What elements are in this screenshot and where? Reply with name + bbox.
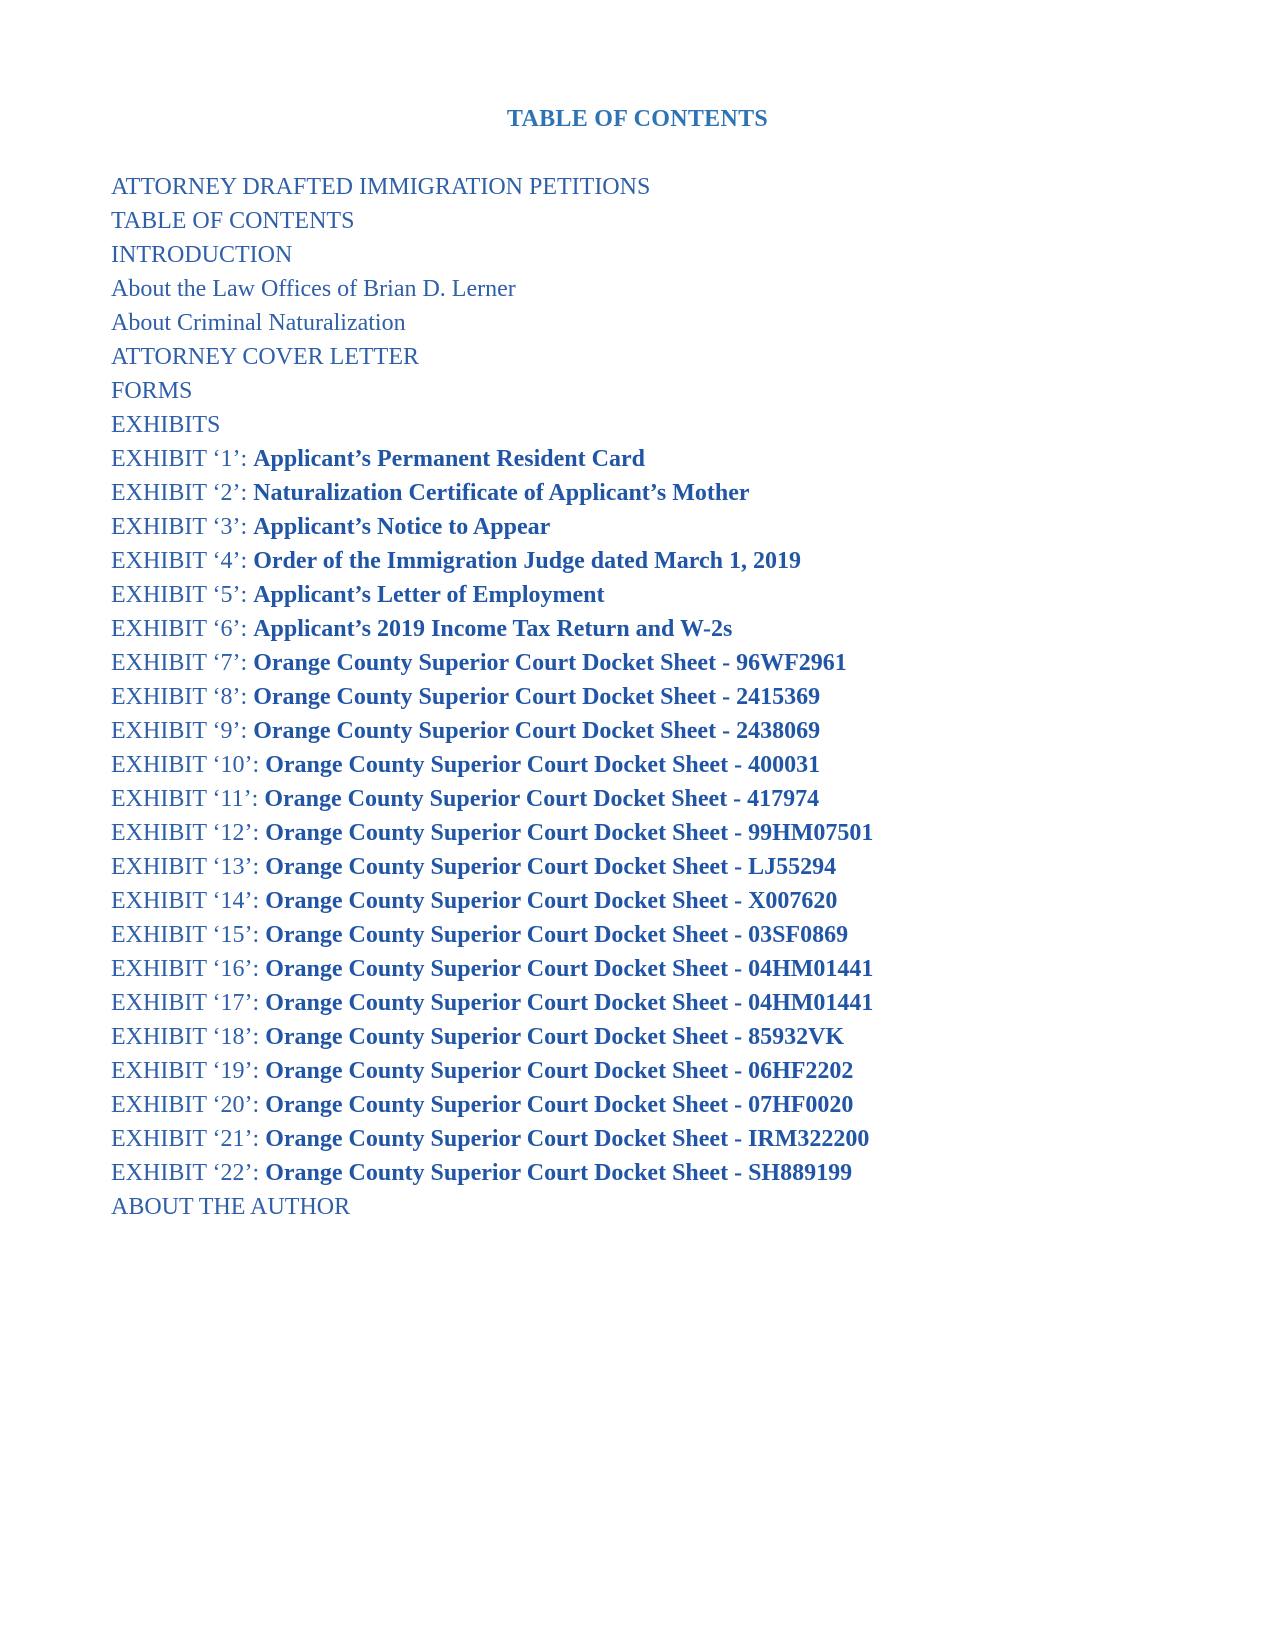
toc-entry-label: EXHIBIT ‘20’: [111,1092,266,1118]
toc-entry-label: TABLE OF CONTENTS [111,208,355,234]
toc-entry[interactable] [111,1020,873,1054]
toc-entry-label: ATTORNEY COVER LETTER [111,344,419,370]
toc-entry-label: EXHIBIT ‘10’: [111,752,266,778]
toc-entry[interactable] [111,1122,873,1156]
toc-entry-label: EXHIBIT ‘19’: [111,1058,266,1084]
toc-entry-label: EXHIBIT ‘15’: [111,922,266,948]
toc-entry-label: EXHIBIT ‘21’: [111,1126,266,1152]
toc-entry[interactable] [111,782,873,816]
toc-entry-label: EXHIBIT ‘18’: [111,1024,266,1050]
toc-entry-label: EXHIBIT ‘6’: [111,616,254,642]
toc-entry-label: About the Law Offices of Brian D. Lerner [111,276,516,302]
toc-entry-description: Orange County Superior Court Docket Sheet - 2438069 [253,718,821,744]
toc-entry-description: Orange County Superior Court Docket Sheet - 85932VK [265,1024,845,1050]
toc-entry-label: ATTORNEY DRAFTED IMMIGRATION PETITIONS [111,174,651,200]
toc-entry[interactable] [111,680,873,714]
toc-entry-label: EXHIBIT ‘9’: [111,718,254,744]
toc-entry-description: Orange County Superior Court Docket Sheet - LJ55294 [265,854,837,880]
toc-entry-description: Naturalization Certificate of Applicant’s Mother [253,480,750,506]
toc-entry-description: Orange County Superior Court Docket Sheet - 04HM01441 [265,990,874,1016]
toc-entry-label: EXHIBIT ‘5’: [111,582,254,608]
page-title: TABLE OF CONTENTS [506,106,769,132]
toc-entry-label: EXHIBIT ‘13’: [111,854,266,880]
toc-entry[interactable] [111,918,873,952]
toc-entry-label: EXHIBIT ‘2’: [111,480,254,506]
toc-entry-description: Orange County Superior Court Docket Sheet - 400031 [265,752,821,778]
toc-entry[interactable] [111,850,873,884]
toc-entry-label: INTRODUCTION [111,242,293,268]
toc-entry[interactable] [111,306,873,340]
toc-entry-label: EXHIBIT ‘14’: [111,888,266,914]
toc-entry-description: Orange County Superior Court Docket Sheet - 99HM07501 [265,820,874,846]
toc-entry-description: Orange County Superior Court Docket Sheet - 2415369 [253,684,821,710]
toc-entry-description: Applicant’s Letter of Employment [253,582,605,608]
toc-entry-description: Orange County Superior Court Docket Sheet - SH889199 [265,1160,853,1186]
toc-entry[interactable] [111,884,873,918]
toc-entry-label: FORMS [111,378,193,404]
toc-entry[interactable] [111,714,873,748]
toc-entry[interactable] [111,1054,873,1088]
toc-entry-description: Orange County Superior Court Docket Sheet - 04HM01441 [265,956,874,982]
toc-entry[interactable] [111,748,873,782]
toc-entry[interactable] [111,510,873,544]
toc-entry[interactable] [111,1190,873,1224]
toc-entry[interactable] [111,442,873,476]
toc-entry[interactable] [111,544,873,578]
toc-entry-label: EXHIBIT ‘11’: [111,786,265,812]
toc-entry[interactable] [111,578,873,612]
toc-entry[interactable] [111,986,873,1020]
toc-entry[interactable] [111,816,873,850]
toc-entry-description: Orange County Superior Court Docket Sheet - 07HF0020 [265,1092,854,1118]
toc-entry[interactable] [111,272,873,306]
toc-entry-label: EXHIBIT ‘22’: [111,1160,266,1186]
toc-entry[interactable] [111,476,873,510]
toc-entry-description: Orange County Superior Court Docket Sheet - IRM322200 [265,1126,870,1152]
toc-entry-description: Orange County Superior Court Docket Sheet - 96WF2961 [253,650,847,676]
toc-entry-description: Orange County Superior Court Docket Sheet - 06HF2202 [265,1058,854,1084]
toc-entry-label: EXHIBIT ‘3’: [111,514,254,540]
toc-entry-description: Orange County Superior Court Docket Sheet - 03SF0869 [265,922,849,948]
toc-entry-description: Orange County Superior Court Docket Sheet - 417974 [264,786,820,812]
toc-entry[interactable] [111,612,873,646]
toc-entry[interactable] [111,238,873,272]
toc-entry-label: ABOUT THE AUTHOR [111,1194,351,1220]
toc-entry[interactable] [111,952,873,986]
toc-entry-label: EXHIBIT ‘8’: [111,684,254,710]
toc-entry[interactable] [111,170,873,204]
toc-entry-description: Orange County Superior Court Docket Sheet - X007620 [265,888,838,914]
toc-entry[interactable] [111,1156,873,1190]
toc-entry[interactable] [111,1088,873,1122]
toc-entry-description: Applicant’s Notice to Appear [253,514,551,540]
toc-entry-description: Applicant’s Permanent Resident Card [253,446,645,472]
toc-entry-label: EXHIBIT ‘1’: [111,446,254,472]
toc-entry[interactable] [111,374,873,408]
toc-list [111,170,873,1224]
toc-entry-label: EXHIBIT ‘12’: [111,820,266,846]
toc-entry-description: Order of the Immigration Judge dated March 1, 2019 [253,548,801,574]
toc-entry-label: EXHIBIT ‘4’: [111,548,254,574]
toc-entry-label: EXHIBIT ‘7’: [111,650,254,676]
toc-entry[interactable] [111,204,873,238]
toc-entry-description: Applicant’s 2019 Income Tax Return and W-2s [253,616,733,642]
toc-entry-label: About Criminal Naturalization [111,310,406,336]
toc-entry-label: EXHIBIT ‘16’: [111,956,266,982]
toc-entry[interactable] [111,408,873,442]
toc-entry[interactable] [111,340,873,374]
toc-entry-label: EXHIBITS [111,412,221,438]
toc-entry[interactable] [111,646,873,680]
toc-entry-label: EXHIBIT ‘17’: [111,990,266,1016]
